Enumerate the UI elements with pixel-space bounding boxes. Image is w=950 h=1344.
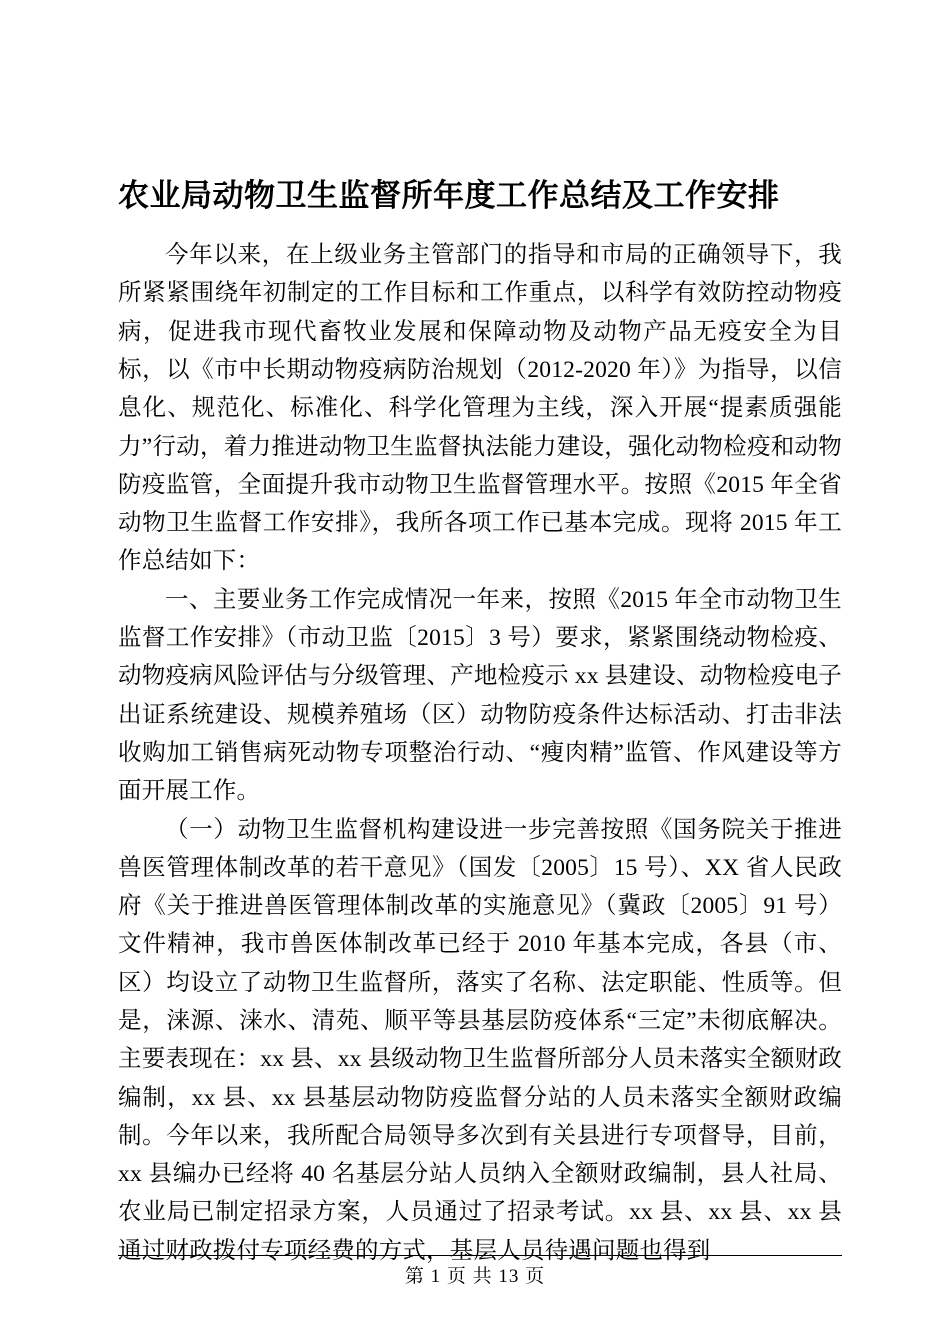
paragraph-3: （一）动物卫生监督机构建设进一步完善按照《国务院关于推进兽医管理体制改革的若干意见》（国发〔2005〕15 号）、XX 省人民政府《关于推进兽医管理体制改革的实施意见》（冀政〔2005〕91 号）文件精神，我市兽医体制改革已经于 2010 年基本完成，各县（市、区）均设立了动物卫生监督所，落实了名称、法定职能、性质等。但是，涞源、涞水、清苑、顺平等县基层防疫体系“三定”未彻底解决。主要表现在：xx 县、xx 县级动物卫生监督所部分人员未落实全额财政编制，xx 县、xx 县基层动物防疫监督分站的人员未落实全额财政编制。今年以来，我所配合局领导多次到有关县进行专项督导，目前，xx 县编办已经将 40 名基层分站人员纳入全额财政编制，县人社局、农业局已制定招录方案，人员通过了招录考试。xx 县、xx 县、xx 县通过财政拨付专项经费的方式，基层人员待遇问题也得到 <box>118 816 842 1264</box>
paragraph-1: 今年以来，在上级业务主管部门的指导和市局的正确领导下，我所紧紧围绕年初制定的工作目标和工作重点，以科学有效防控动物疫病，促进我市现代畜牧业发展和保障动物及动物产品无疫安全为目标，以《市中长期动物疫病防治规划（2012-2020 年）》为指导，以信息化、规范化、标准化、科学化管理为主线，深入开展“提素质强能力”行动，着力推进动物卫生监督执法能力建设，强化动物检疫和动物防疫监管，全面提升我市动物卫生监督管理水平。按照《2015 年全省动物卫生监督工作安排》，我所各项工作已基本完成。现将 2015 年工作总结如下： <box>118 242 842 575</box>
page-number: 第 1 页 共 13 页 <box>404 1266 546 1287</box>
paragraph-2: 一、主要业务工作完成情况一年来，按照《2015 年全市动物卫生监督工作安排》（市动卫监〔2015〕3 号）要求，紧紧围绕动物检疫、动物疫病风险评估与分级管理、产地检疫示 xx 县建设、动物检疫电子出证系统建设、规模养殖场（区）动物防疫条件达标活动、打击非法收购加工销售病死动物专项整治行动、“瘦肉精”监管、作风建设等方面开展工作。 <box>118 586 842 805</box>
page-footer <box>0 1261 950 1288</box>
page-title: 农业局动物卫生监督所年度工作总结及工作安排 <box>118 178 780 213</box>
footer-divider <box>118 1255 842 1256</box>
document-body <box>118 220 842 1270</box>
